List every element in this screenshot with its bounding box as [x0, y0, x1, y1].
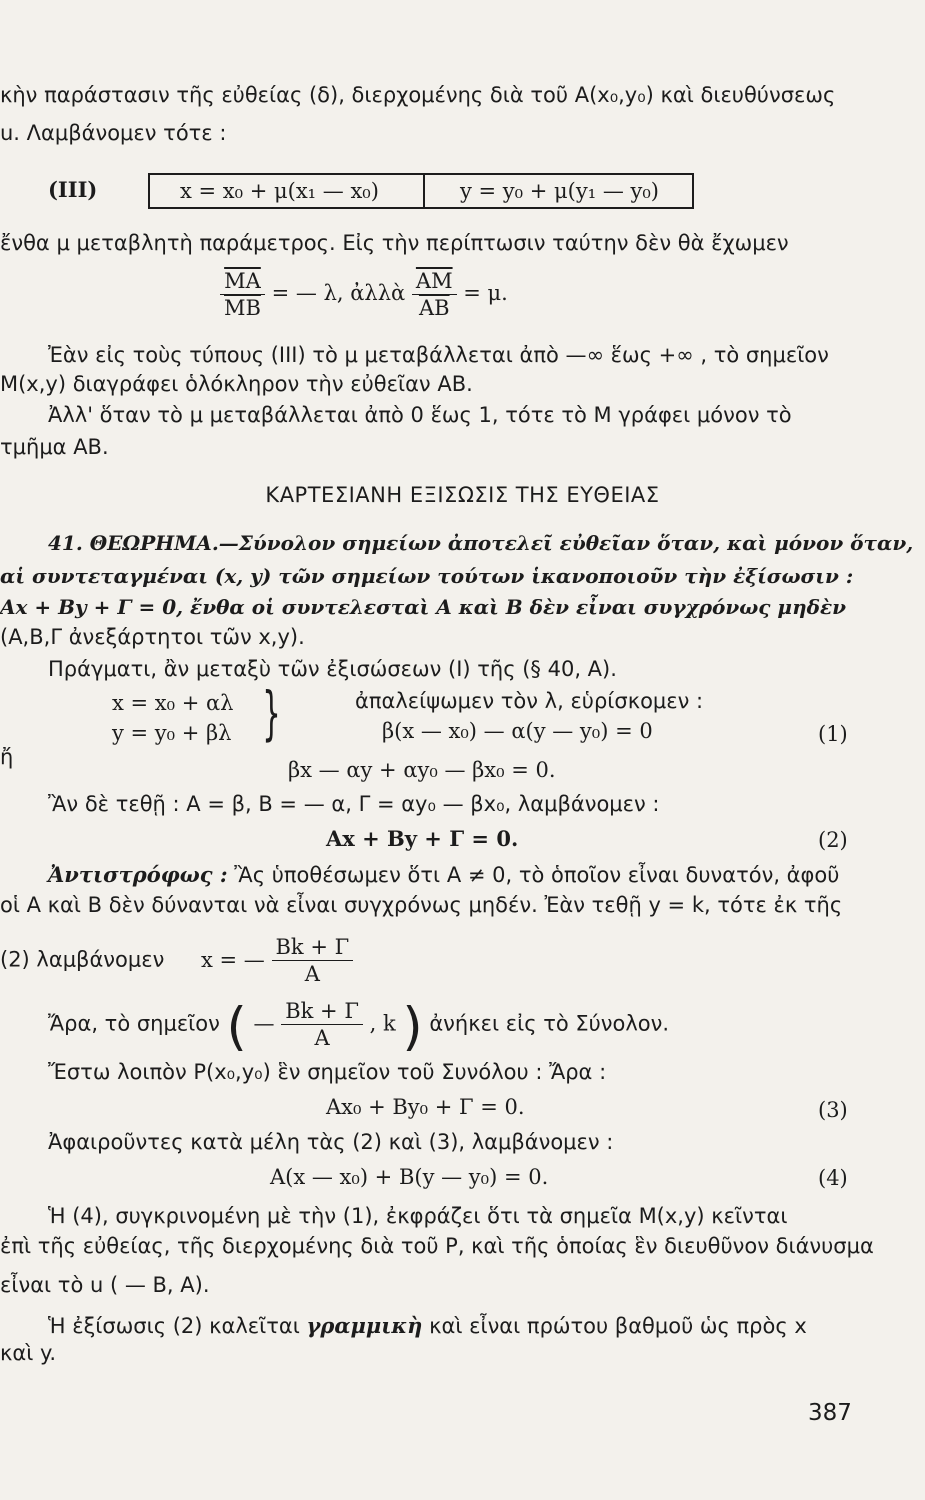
equation-2: Ax + By + Γ = 0.: [326, 826, 519, 851]
fraction-numerator: $\overline{AM}$: [412, 268, 457, 295]
left-paren: (: [226, 997, 247, 1058]
text-line-13: (A,B,Γ ἀνεξάρτητοι τῶν x,y).: [0, 625, 305, 649]
we-take-text: (2) λαμβάνομεν: [0, 947, 165, 972]
text-line-32: καὶ y.: [0, 1341, 57, 1365]
k-coordinate: , k: [369, 1011, 396, 1036]
equation-4-number: (4): [818, 1166, 848, 1190]
text-line-28: Ἡ (4), συγκρινομένη μὲ τὴν (1), ἐκφράζει ὅτι τὰ σημεῖα M(x,y) κεῖνται: [48, 1204, 788, 1228]
x-equals: x = —: [201, 947, 265, 972]
fraction-ma-mb: [220, 268, 265, 321]
conversely-text: Ἂς ὑποθέσωμεν ὅτι A ≠ 0, τὸ ὁποῖον εἶναι δυνατόν, ἀφοῦ: [234, 863, 840, 887]
formula-label-iii: (III): [48, 177, 98, 202]
theorem-line-1: 41. ΘΕΩΡΗΜΑ.—Σύνολον σημείων ἀποτελεῖ εὐθεῖαν ὅταν, καὶ μόνον ὅταν,: [48, 531, 914, 555]
text-line-31: [48, 1313, 807, 1339]
ratio-middle: = — λ, ἀλλὰ: [271, 281, 406, 305]
text-line-18: Ἂν δὲ τεθῇ : A = β, B = — α, Γ = αy₀ — βx₀, λαμβάνομεν :: [48, 792, 660, 816]
fraction-denominator: MB: [224, 296, 261, 320]
equation-called-text: Ἡ ἐξίσωσις (2) καλεῖται: [48, 1314, 300, 1338]
formula-box: [148, 173, 694, 209]
fraction-numerator: $\overline{MA}$: [220, 268, 265, 295]
ratio-end: = μ.: [463, 281, 508, 305]
text-line-9: τμῆμα AB.: [0, 435, 109, 459]
section-heading: ΚΑΡΤΕΣΙΑΝΗ ΕΞΙΣΩΣΙΣ ΤΗΣ ΕΥΘΕΙΑΣ: [265, 483, 660, 507]
equation-1-expanded: βx — αy + αy₀ — βx₀ = 0.: [288, 758, 556, 782]
text-line-22: [0, 934, 353, 987]
text-line-7: M(x,y) διαγράφει ὁλόκληρον τὴν εὐθεῖαν AB.: [0, 372, 473, 396]
equation-3-number: (3): [818, 1098, 848, 1122]
formula-box-divider: [423, 175, 425, 207]
fraction-denominator: A: [314, 1026, 330, 1050]
conversely-label: Ἀντιστρόφως :: [48, 862, 228, 887]
formula-y: y = y₀ + μ(y₁ — y₀): [460, 179, 659, 203]
equation-1-number: (1): [818, 722, 848, 746]
text-line-14: Πράγματι, ἂν μεταξὺ τῶν ἐξισώσεων (I) τῆς (§ 40, A).: [48, 657, 617, 681]
right-paren: ): [402, 997, 423, 1058]
equation-4: A(x — x₀) + B(y — y₀) = 0.: [270, 1165, 549, 1189]
param-eq-y: y = y₀ + βλ: [112, 721, 232, 745]
linear-term: γραμμικὴ: [306, 1313, 423, 1338]
fraction-denominator: AB: [418, 296, 450, 320]
minus-sign: —: [253, 1011, 275, 1036]
fraction-am-ab: [412, 268, 457, 321]
param-eq-x: x = x₀ + αλ: [112, 691, 234, 715]
theorem-line-2: αἱ συντεταγμέναι (x, y) τῶν σημείων τούτων ἱκανοποιοῦν τὴν ἐξίσωσιν :: [0, 564, 854, 588]
fraction-bk-gamma-over-a-point: [281, 998, 363, 1051]
right-brace: }: [262, 679, 281, 747]
first-degree-text: καὶ εἶναι πρώτου βαθμοῦ ὡς πρὸς x: [429, 1314, 807, 1338]
fraction-denominator: A: [304, 962, 320, 986]
text-line-6: Ἐὰν εἰς τοὺς τύπους (III) τὸ μ μεταβάλλεται ἀπὸ —∞ ἕως +∞ , τὸ σημεῖον: [48, 343, 829, 367]
equation-3: Ax₀ + By₀ + Γ = 0.: [326, 1095, 525, 1119]
page-number: 387: [808, 1400, 852, 1426]
fraction-bk-gamma-over-a: [272, 934, 354, 987]
equation-2-number: (2): [818, 828, 848, 852]
text-line-4: ἔνθα μ μεταβλητὴ παράμετρος. Εἰς τὴν περίπτωσιν ταύτην δὲν θὰ ἔχωμεν: [0, 231, 789, 255]
text-line-24: Ἔστω λοιπὸν P(x₀,y₀) ἓν σημεῖον τοῦ Συνόλου : Ἄρα :: [48, 1060, 607, 1084]
text-or: ἤ: [0, 745, 14, 769]
ratio-equation: [220, 268, 508, 321]
so-the-point-text: Ἄρα, τὸ σημεῖον: [48, 1011, 220, 1036]
text-line-8: Ἀλλ' ὅταν τὸ μ μεταβάλλεται ἀπὸ 0 ἕως 1, τότε τὸ M γράφει μόνον τὸ: [48, 403, 792, 427]
equation-1: β(x — x₀) — α(y — y₀) = 0: [382, 719, 653, 743]
text-line-1: κὴν παράστασιν τῆς εὐθείας (δ), διερχομένης διὰ τοῦ A(x₀,y₀) καὶ διευθύνσεως: [0, 83, 836, 107]
fraction-numerator: Bk + Γ: [281, 998, 363, 1025]
text-line-23: [48, 997, 670, 1058]
text-line-30: εἶναι τὸ u ( — B, A).: [0, 1273, 210, 1297]
text-line-15-right: ἀπαλείψωμεν τὸν λ, εὑρίσκομεν :: [355, 689, 704, 713]
belongs-text: ἀνήκει εἰς τὸ Σύνολον.: [429, 1011, 670, 1036]
text-line-26: Ἀφαιροῦντες κατὰ μέλη τὰς (2) καὶ (3), λαμβάνομεν :: [48, 1130, 614, 1154]
text-line-20: [48, 862, 839, 888]
formula-x: x = x₀ + μ(x₁ — x₀): [180, 179, 379, 203]
text-line-29: ἐπὶ τῆς εὐθείας, τῆς διερχομένης διὰ τοῦ P, καὶ τῆς ὁποίας ἓν διευθῦνον διάνυσμα: [0, 1234, 874, 1258]
fraction-numerator: Bk + Γ: [272, 934, 354, 961]
text-line-2: u. Λαμβάνομεν τότε :: [0, 121, 227, 145]
theorem-line-3: Ax + By + Γ = 0, ἔνθα οἱ συντελεσταὶ A καὶ B δὲν εἶναι συγχρόνως μηδὲν: [0, 595, 846, 619]
text-line-21: οἱ A καὶ B δὲν δύνανται νὰ εἶναι συγχρόνως μηδέν. Ἐὰν τεθῇ y = k, τότε ἐκ τῆς: [0, 893, 843, 917]
